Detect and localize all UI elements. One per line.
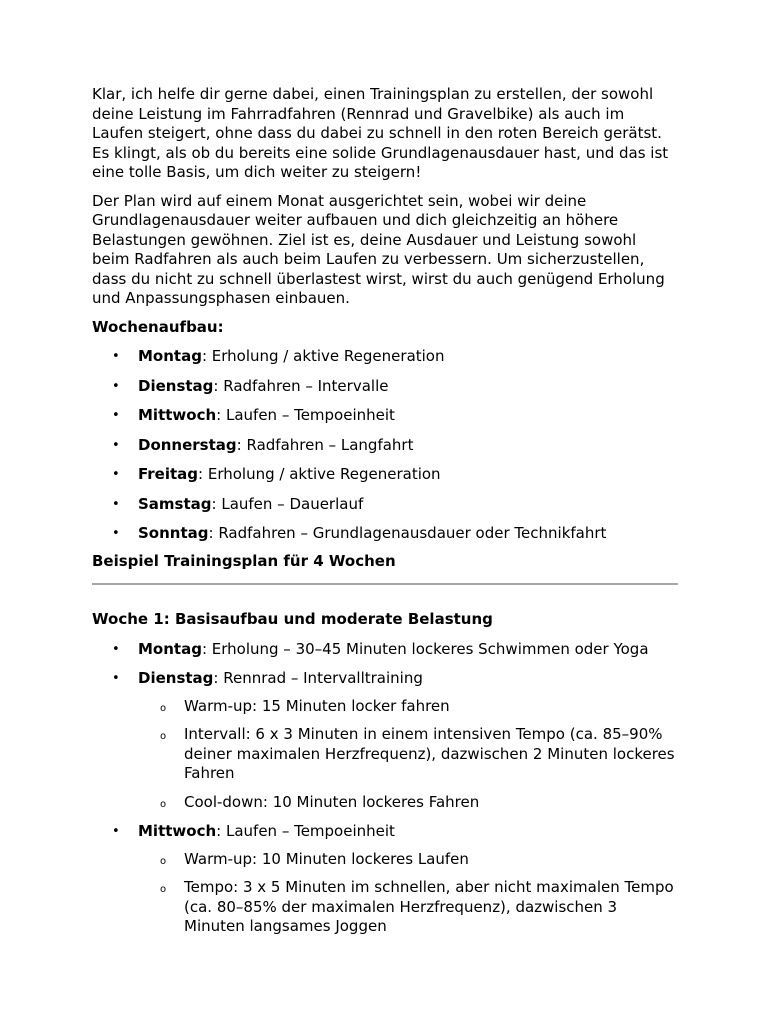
document-page [92,85,678,947]
day-text: : Erholung – 30–45 Minuten lockeres Schwimmen oder Yoga [201,639,649,658]
circle-bullet-icon: o [160,798,167,810]
sub-list-item [138,725,678,784]
day-text: : Laufen – Tempoeinheit [216,822,395,840]
intro-paragraph-1: Klar, ich helfe dir gerne dabei, einen Trainingsplan zu erstellen, der sowohl deine Leistung im Fahrradfahren (Rennrad und Gravelbike) als auch im Laufen steigert, ohne dass du dabei zu schnell in den roten Bereich gerätst. Es klingt, als ob du bereits eine solide Grundlagenausdauer hast, und das ist eine tolle Basis, um dich weiter zu steigern! [92,85,669,181]
list-item [92,495,678,515]
day-text: : Rennrad – Intervalltraining [213,669,423,687]
list-item [92,406,678,426]
sub-item-text: Warm-up: 15 Minuten locker fahren [184,696,450,715]
list-item [92,640,678,660]
day-label: Dienstag [138,376,214,395]
woche1-list [92,640,678,937]
day-text: : Laufen – Dauerlauf [211,494,364,513]
circle-bullet-icon: o [160,884,167,895]
day-label: Donnerstag [138,435,237,454]
list-item [92,436,678,456]
list-item [92,347,678,367]
day-label: Montag [138,639,202,658]
list-item [92,822,678,937]
woche1-heading: Woche 1: Basisaufbau und moderate Belastung [92,610,493,628]
sub-list [138,697,678,813]
circle-bullet-icon: o [160,855,167,867]
sub-item-text: Cool-down: 10 Minuten lockeres Fahren [184,792,480,811]
day-text: : Radfahren – Langfahrt [236,435,414,454]
bullet-icon: • [112,349,120,364]
plan-heading: Beispiel Trainingsplan für 4 Wochen [92,551,396,570]
day-label: Dienstag [138,669,214,687]
day-label: Mittwoch [138,406,217,424]
circle-bullet-icon: o [160,702,167,714]
bullet-icon: • [112,467,120,482]
bullet-icon: • [112,496,120,512]
day-text: : Erholung / aktive Regeneration [198,465,441,483]
intro-paragraph-2: Der Plan wird auf einem Monat ausgerichtet sein, wobei wir deine Grundlagenausdauer weiter aufbauen und dich gleichzeitig an höhere Belastungen gewöhnen. Ziel ist es, deine Ausdauer und Leistung sowohl beim Radfahren als auch beim Laufen zu verbessern. Um sicherzustellen, dass du nicht zu schnell überlastest wirst, wirst du auch genügend Erholung und Anpassungsphasen einbauen. [92,191,665,307]
wochenaufbau-heading: Wochenaufbau: [92,317,224,336]
sub-list [138,850,678,937]
day-text: : Radfahren – Intervalle [213,376,389,395]
day-label: Samstag [138,494,212,513]
sub-item-text: Tempo: 3 x 5 Minuten im schnellen, aber nicht maximalen Tempo (ca. 80–85% der maximalen Herzfrequenz), dazwischen 3 Minuten langsames Joggen [184,878,674,935]
list-item [92,524,678,544]
sub-list-item [138,793,678,813]
day-text: : Radfahren – Grundlagenausdauer oder Technikfahrt [208,524,607,542]
day-label: Sonntag [138,524,209,542]
wochenaufbau-list [92,347,678,544]
bullet-icon: • [112,824,120,839]
sub-list-item [138,697,678,717]
day-label: Mittwoch [138,822,217,840]
bullet-icon: • [112,671,120,686]
day-label: Montag [138,347,202,365]
list-item [92,465,678,485]
day-text: : Laufen – Tempoeinheit [216,406,395,424]
bullet-icon: • [112,641,120,657]
list-item [92,669,678,812]
day-text: : Erholung / aktive Regeneration [201,347,445,365]
bullet-icon: • [112,437,120,453]
sub-list-item [138,878,678,937]
list-item [92,377,678,397]
sub-item-text: Intervall: 6 x 3 Minuten in einem intensiven Tempo (ca. 85–90% deiner maximalen Herzfrequenz), dazwischen 2 Minuten lockeres Fahren [184,725,675,782]
horizontal-divider [92,583,678,585]
circle-bullet-icon: o [160,731,167,742]
sub-item-text: Warm-up: 10 Minuten lockeres Laufen [184,849,469,868]
day-label: Freitag [138,465,199,483]
bullet-icon: • [112,408,120,423]
bullet-icon: • [112,526,120,541]
sub-list-item [138,850,678,870]
bullet-icon: • [112,378,120,394]
